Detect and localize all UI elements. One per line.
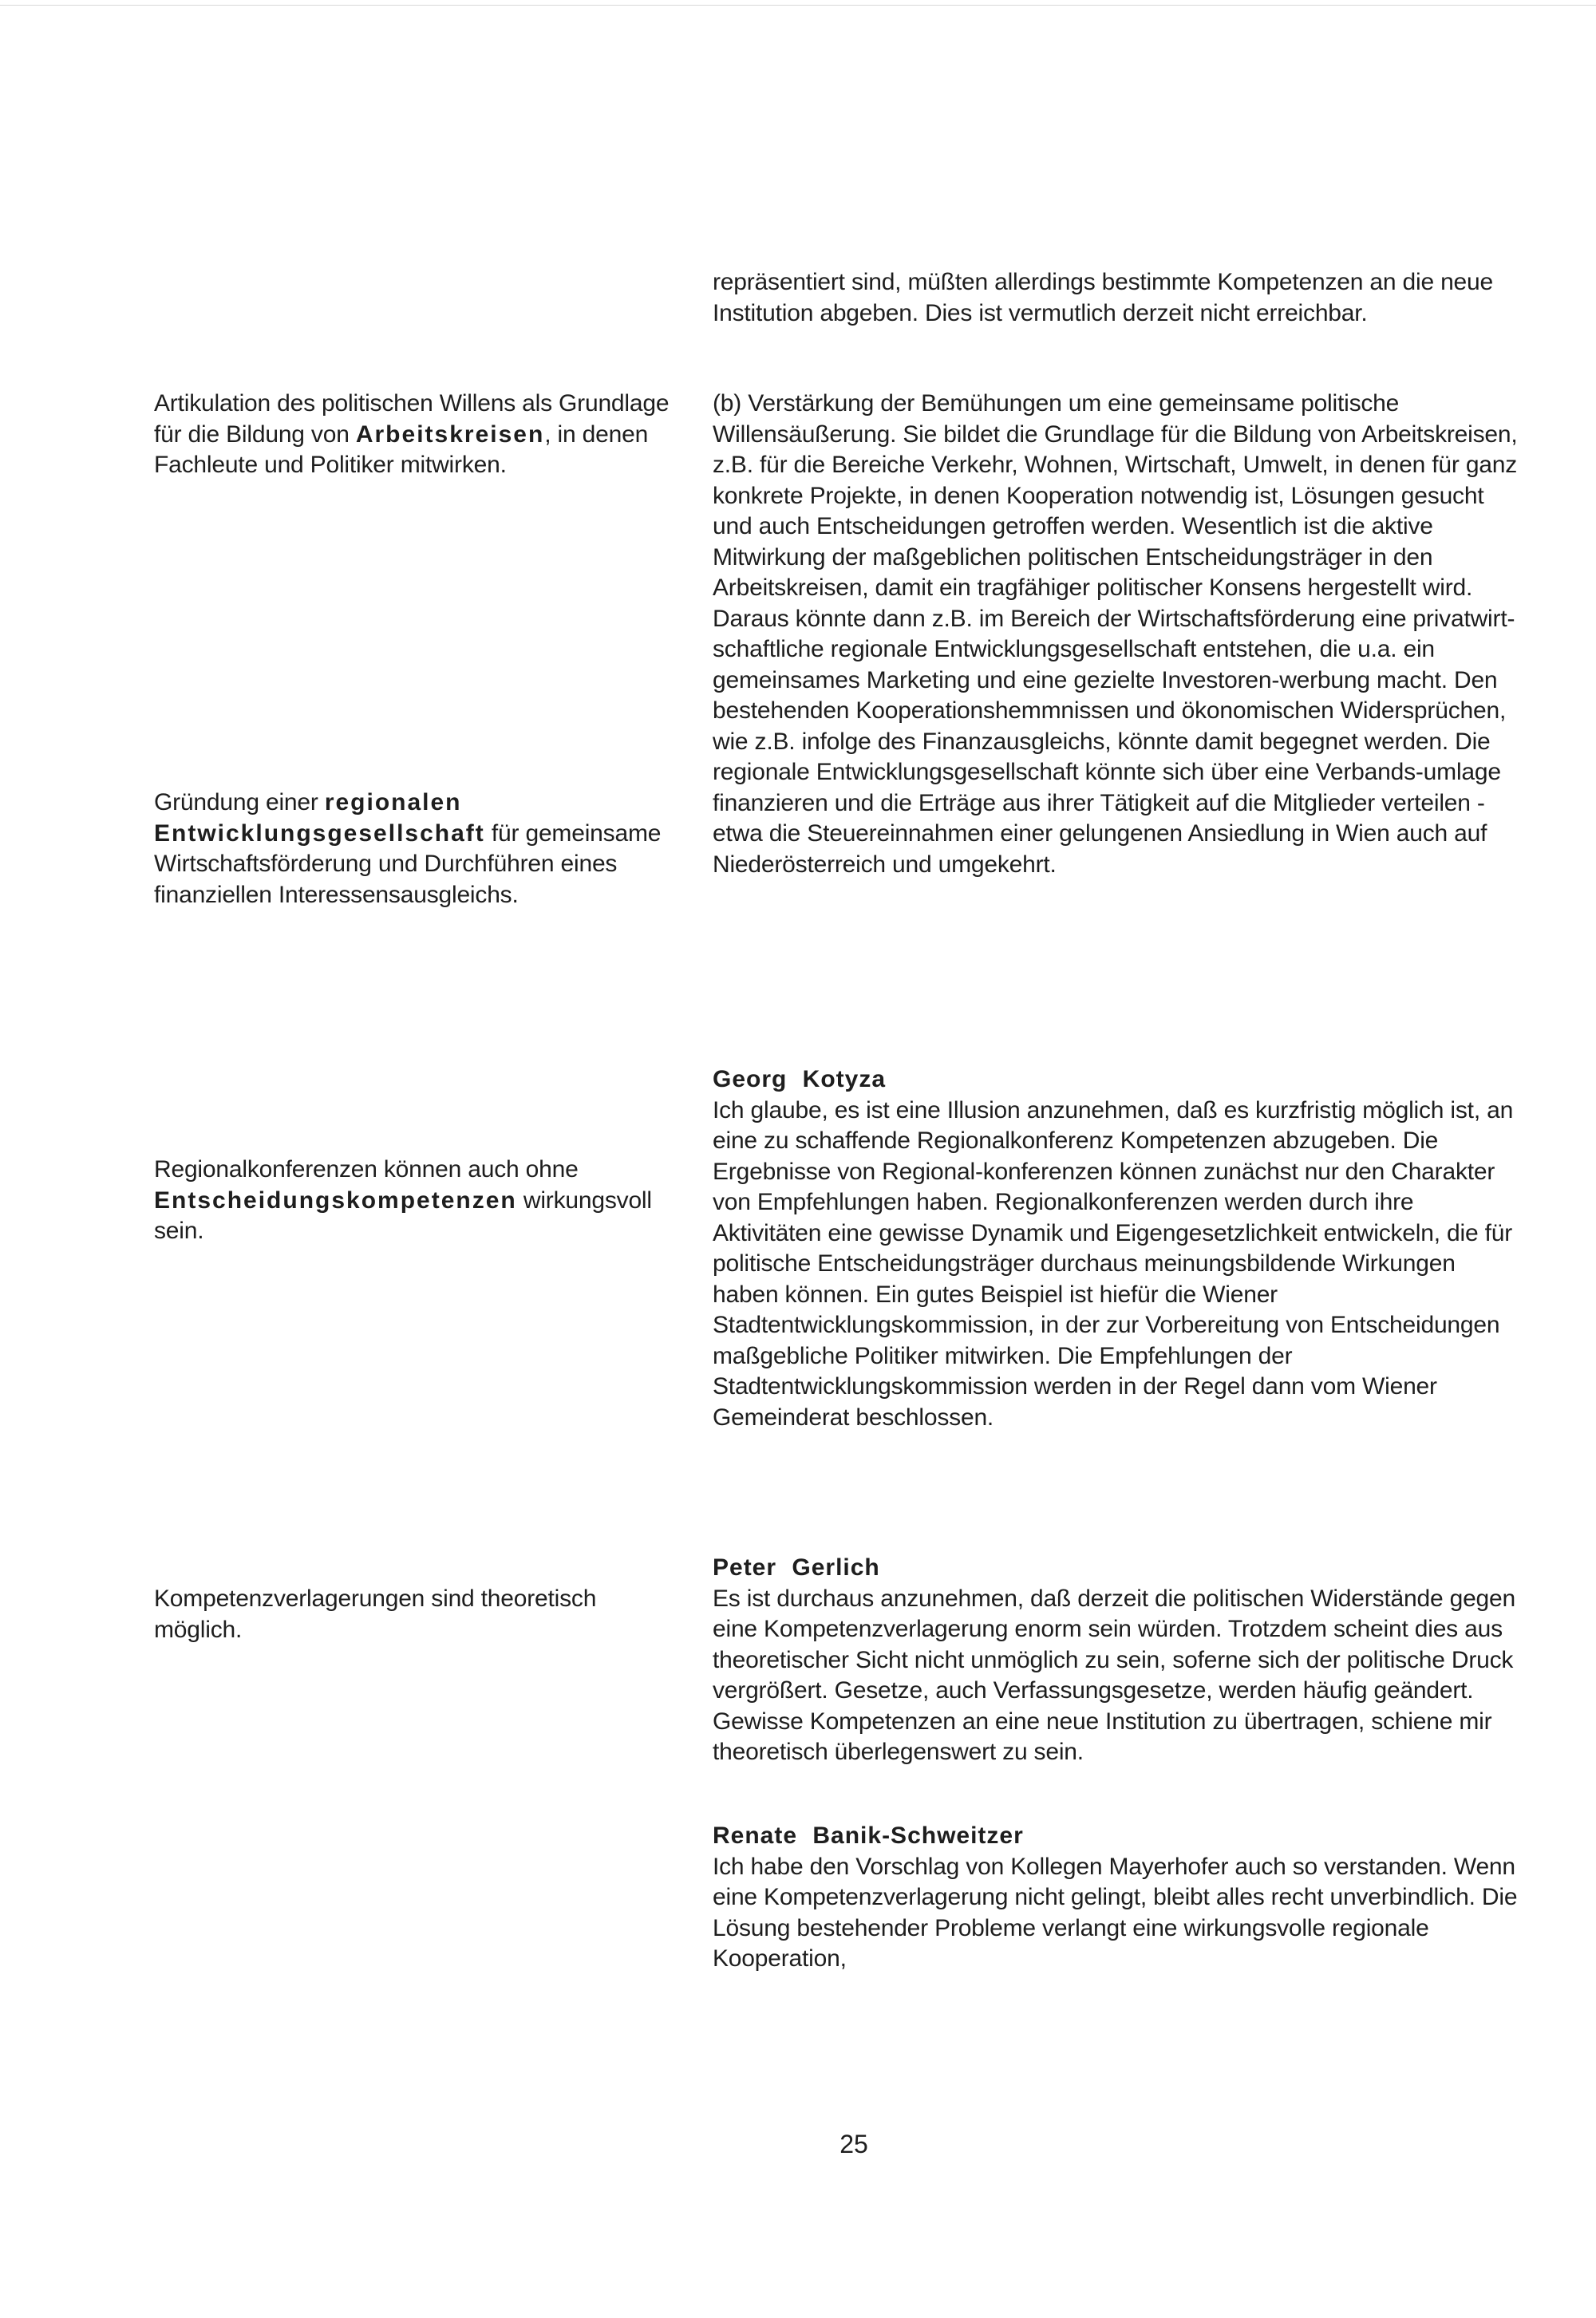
paragraph-b [713,389,1519,880]
paragraph-text: (b) Verstärkung der Bemühungen um eine gemeinsame politische Willensäußerung. Sie bildet die Grundlage für die Bildung von Arbeitskreisen, z.B. für die Bereiche Verkehr, Wohnen, Wirtschaft, Umwelt, in denen für ganz konkrete Projekte, in denen Kooperation notwendig ist, Lösungen gesucht und auch Entscheidungen getroffen werden. Wesentlich ist die aktive Mitwirkung der maßgeblichen politischen Entscheidungsträger in den Arbeitskreisen, damit ein tragfähiger politischer Konsens hergestellt wird. Daraus könnte dann z.B. im Bereich der Wirtschaftsförderung eine privatwirt-schaftliche regionale Entwicklungsgesellschaft entstehen, die u.a. ein gemeinsames Marketing und eine gezielte Investoren-werbung macht. Den bestehenden Kooperationshemmnissen und ökonomischen Widersprüchen, wie z.B. infolge des Finanzausgleichs, könnte damit begegnet werden. Die regionale Entwicklungsgesellschaft könnte sich über eine Verbands-umlage finanzieren und die Erträge aus ihrer Tätigkeit auf die Mitglieder verteilen - etwa die Steuereinnahmen einer gelungenen Ansiedlung in Wien auch auf Niederösterreich und umgekehrt. [713,390,1518,878]
speaker-name: Peter Gerlich [713,1554,880,1581]
margin-note-arbeitskreise [154,389,689,481]
continuation-paragraph [713,267,1519,329]
margin-note-kompetenzverlagerungen [154,1584,689,1645]
margin-note-text: , in denen Fachleute und Politiker mitwirken. [154,421,649,478]
margin-note-emphasis: Arbeitskreisen [355,421,545,448]
statement-text: Ich habe den Vorschlag von Kollegen Mayerhofer auch so verstanden. Wenn eine Kompetenzverlagerung nicht gelingt, bleibt alles recht unverbindlich. Die Lösung bestehender Probleme verlangt eine wirkungsvolle regionale Kooperation, [713,1853,1518,1972]
statement-text: Ich glaube, es ist eine Illusion anzunehmen, daß es kurzfristig möglich ist, an eine zu schaffende Regionalkonferenz Kompetenzen abzugeben. Die Ergebnisse von Regional-konferenzen können zunächst nur den Charakter von Empfehlungen haben. Regionalkonferenzen werden durch ihre Aktivitäten eine gewisse Dynamik und Eigengesetzlichkeit entwickeln, die für politische Entscheidungsträger durchaus meinungsbildende Wirkungen haben können. Ein gutes Beispiel ist hiefür die Wiener Stadtentwicklungskommission, in der zur Vorbereitung von Entscheidungen maßgebliche Politiker mitwirken. Die Empfehlungen der Stadtentwicklungskommission werden in der Regel dann vom Wiener Gemeinderat beschlossen. [713,1096,1514,1431]
margin-note-text: für gemeinsame Wirtschaftsförderung und Durchführen eines finanziellen Interessensausgleichs. [154,819,662,908]
margin-note-text: Regionalkonferenzen können auch ohne [154,1156,579,1183]
statement-banik-schweitzer [713,1821,1519,1975]
scan-edge-line [0,5,1596,6]
statement-text: Es ist durchaus anzunehmen, daß derzeit die politischen Widerstände gegen eine Kompetenzverlagerung enorm sein würden. Trotzdem scheint dies aus theoretischer Sicht nicht unmöglich zu sein, soferne sich der politische Druck vergrößert. Gesetze, auch Verfassungsgesetze, werden häufig geändert. Gewisse Kompetenzen an eine neue Institution zu übertragen, schiene mir theoretisch überlegenswert zu sein. [713,1585,1516,1765]
margin-note-regionalkonferenzen [154,1155,689,1247]
statement-kotyza [713,1064,1519,1433]
margin-note-entwicklungsgesellschaft [154,788,689,910]
margin-note-text: Gründung einer [154,789,325,815]
margin-note-emphasis: Entscheidungskompetenzen [154,1187,517,1214]
statement-gerlich [713,1553,1519,1768]
margin-note-text: Kompetenzverlagerungen sind theoretisch möglich. [154,1585,597,1643]
margin-note-text: Artikulation des politischen Willens als Grundlage für die Bildung von [154,390,670,448]
page-number: 25 [839,2130,868,2158]
speaker-name: Georg Kotyza [713,1066,887,1092]
speaker-name: Renate Banik-Schweitzer [713,1822,1024,1849]
margin-note-text: wirkungsvoll sein. [154,1187,652,1244]
margin-note-emphasis: regionalen Entwicklungsgesellschaft [154,789,485,847]
paragraph-text: repräsentiert sind, müßten allerdings bestimmte Kompetenzen an die neue Institution abgeben. Dies ist vermutlich derzeit nicht erreichbar. [713,269,1494,326]
